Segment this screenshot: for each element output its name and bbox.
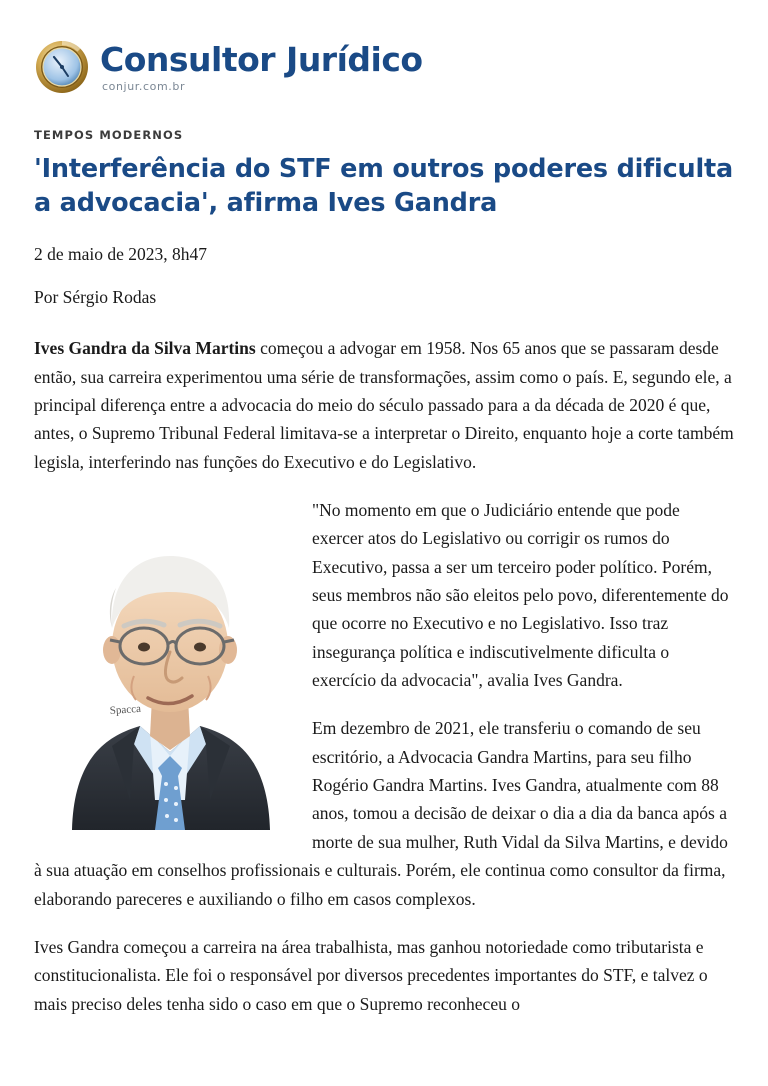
article-kicker: TEMPOS MODERNOS: [34, 128, 184, 142]
paragraph-2: "No momento em que o Judiciário entende que pode exercer atos do Legislativo ou corrigir os rumos do Executivo, passa a ser um terceiro poder político. Porém, seus membros não são eleitos pelo povo, diferentemente do que ocorre no Executivo e no Legislativo. Isso traz insegurança política e indiscutivelmente dificulta o exercício da advocacia", avalia Ives Gandra.: [312, 500, 729, 691]
paragraph-4: Ives Gandra começou a carreira na área trabalhista, mas ganhou notoriedade como tributarista e constitucionalista. Ele foi o responsável por diversos precedentes importantes do STF, e talvez o mais preciso deles tenha sido o caso em que o Supremo reconheceu o: [34, 936, 708, 1014]
site-title: Consultor Jurídico: [100, 39, 423, 79]
article-byline: Por Sérgio Rodas: [34, 287, 157, 308]
site-wordmark[interactable]: [100, 39, 423, 93]
paragraph-1-text: começou a advogar em 1958. Nos 65 anos que se passaram desde então, sua carreira experimentou uma série de transformações, assim como o país. E, segundo ele, a principal diferença entre a advocacia do meio do século passado para a da década de 2020 é que, antes, o Supremo Tribunal Federal limitava-se a interpretar o Direito, enquanto hoje a corte também legisla, interferindo nas funções do Executivo e do Legislativo.: [34, 338, 734, 472]
portrait-illustration-ives-gandra: [54, 500, 286, 830]
site-url: conjur.com.br: [102, 79, 186, 93]
paragraph-3: Em dezembro de 2021, ele transferiu o comando de seu escritório, a Advocacia Gandra Martins, para seu filho Rogério Gandra Martins. Ives Gandra, atualmente com 88 anos, tomou a decisão de deixar o dia a dia da banca após a morte de sua mulher, Ruth Vidal da Silva Martins, e devido à sua atuação em conselhos profissionais e culturais. Porém, ele continua como consultor da firma, elaborando pareceres e auxiliando o filho em casos complexos.: [34, 718, 728, 909]
article-date: 2 de maio de 2023, 8h47: [34, 244, 208, 265]
site-masthead[interactable]: [34, 34, 734, 100]
illustration-and-text-block: [34, 496, 734, 933]
lead-subject-name: Ives Gandra da Silva Martins: [34, 338, 256, 359]
svg-text:Spacca: Spacca: [109, 702, 142, 718]
clock-seal-icon: [34, 39, 90, 95]
page-title: 'Interferência do STF em outros poderes dificulta a advocacia', afirma Ives Gandra: [34, 154, 734, 218]
paragraph-1: [34, 334, 734, 476]
article-content: [34, 34, 734, 1038]
